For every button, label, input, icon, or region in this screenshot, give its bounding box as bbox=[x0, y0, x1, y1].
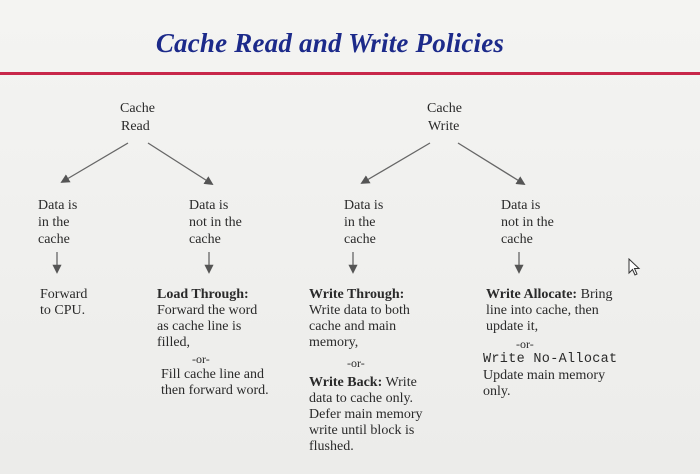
diagram-title: Cache Read and Write Policies bbox=[155, 28, 505, 58]
read-hit-line3: cache bbox=[38, 232, 70, 247]
forward-line1: Forward bbox=[40, 287, 88, 302]
write-through-desc1: Write data to both bbox=[309, 303, 410, 318]
forward-line2: to CPU. bbox=[40, 303, 86, 318]
read-miss-line1: Data is bbox=[189, 198, 229, 213]
write-allocate-desc2: update it, bbox=[486, 319, 539, 334]
read-miss-line2: not in the bbox=[189, 215, 242, 230]
write-allocate-desc1: line into cache, then bbox=[486, 303, 599, 318]
write-root-line1: Cache bbox=[427, 101, 462, 116]
or-separator-3: -or- bbox=[516, 337, 534, 351]
read-hit-line2: in the bbox=[38, 215, 70, 230]
write-back-desc2: Defer main memory bbox=[309, 407, 423, 422]
write-allocate-line bbox=[486, 287, 613, 303]
write-allocate-first: Bring bbox=[580, 287, 613, 302]
write-back-line bbox=[309, 375, 417, 391]
write-allocate-title: Write Allocate: bbox=[486, 287, 578, 302]
write-miss-line3: cache bbox=[501, 232, 533, 247]
no-allocate-desc2: only. bbox=[483, 384, 511, 399]
fill-forward-line2: then forward word. bbox=[161, 383, 269, 398]
write-back-desc4: flushed. bbox=[309, 439, 354, 454]
write-root-line2: Write bbox=[428, 119, 460, 134]
read-hit-line1: Data is bbox=[38, 198, 78, 213]
no-allocate-desc1: Update main memory bbox=[483, 368, 606, 383]
write-through-desc2: cache and main bbox=[309, 319, 397, 334]
mouse-cursor-icon bbox=[628, 258, 642, 276]
write-hit-line1: Data is bbox=[344, 198, 384, 213]
arrow-write-to-hit bbox=[362, 143, 430, 183]
load-through-desc2: as cache line is bbox=[157, 319, 242, 334]
write-back-desc1: data to cache only. bbox=[309, 391, 414, 406]
read-miss-line3: cache bbox=[189, 232, 221, 247]
load-through-desc1: Forward the word bbox=[157, 303, 258, 318]
load-through-title: Load Through: bbox=[157, 287, 249, 302]
write-no-allocate-label: Write No-Allocat bbox=[483, 352, 618, 367]
write-miss-line2: not in the bbox=[501, 215, 554, 230]
or-separator-1: -or- bbox=[192, 352, 210, 366]
write-hit-line3: cache bbox=[344, 232, 376, 247]
write-through-desc3: memory, bbox=[309, 335, 359, 350]
or-separator-2: -or- bbox=[347, 356, 365, 370]
write-miss-line1: Data is bbox=[501, 198, 541, 213]
fill-forward-line1: Fill cache line and bbox=[161, 367, 265, 382]
arrow-write-to-miss bbox=[458, 143, 524, 184]
write-back-desc3: write until block is bbox=[309, 423, 415, 438]
arrow-read-to-hit bbox=[62, 143, 128, 182]
read-root-line2: Read bbox=[121, 119, 150, 134]
write-back-title: Write Back: bbox=[309, 375, 383, 390]
arrow-read-to-miss bbox=[148, 143, 212, 184]
read-root-line1: Cache bbox=[120, 101, 155, 116]
load-through-desc3: filled, bbox=[157, 335, 191, 350]
write-through-title: Write Through: bbox=[309, 287, 405, 302]
write-back-first: Write bbox=[385, 375, 417, 390]
write-hit-line2: in the bbox=[344, 215, 376, 230]
